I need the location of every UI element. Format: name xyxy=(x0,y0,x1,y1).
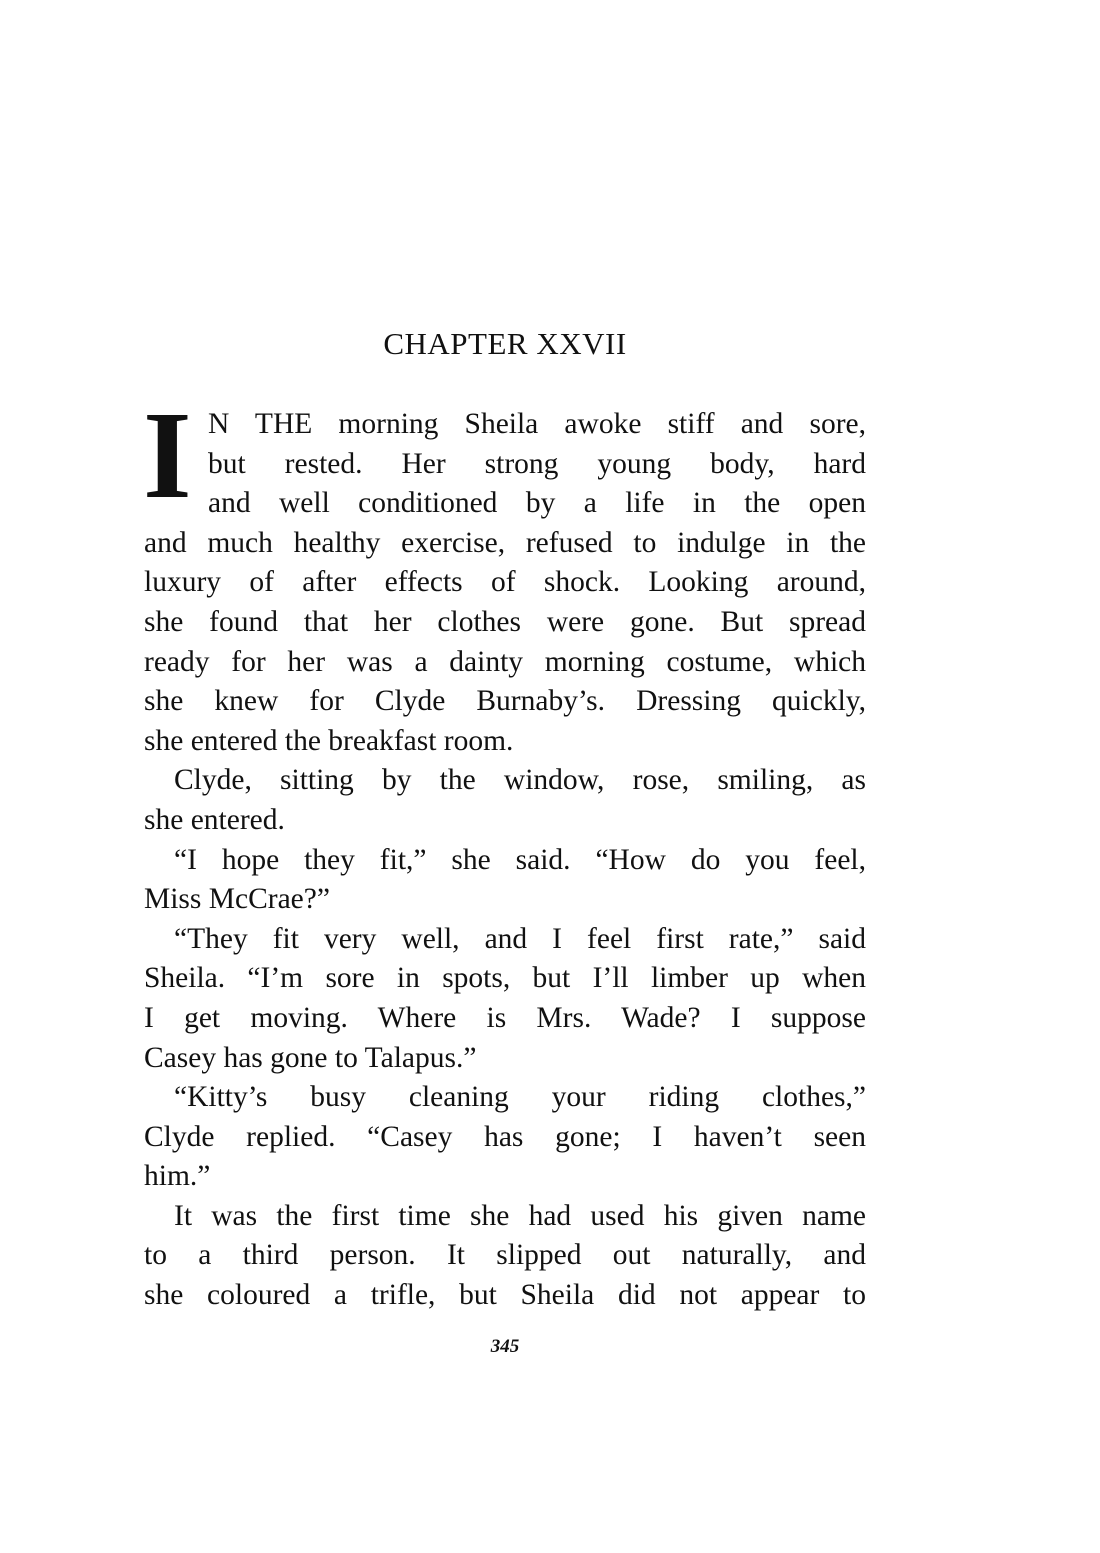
text-line: ready for her was a dainty morning costume, which xyxy=(144,645,866,678)
page-number: 345 xyxy=(490,1336,520,1357)
text-line: and much healthy exercise, refused to indulge in the xyxy=(144,526,866,559)
text-line: but rested. Her strong young body, hard xyxy=(208,447,866,480)
text-line: It was the first time she had used his given name xyxy=(174,1199,866,1232)
text-line: she coloured a trifle, but Sheila did not appear to xyxy=(144,1279,866,1312)
text-line: I get moving. Where is Mrs. Wade? I suppose xyxy=(144,1001,866,1034)
text-line: him.” xyxy=(144,1160,211,1193)
text-line: she entered the breakfast room. xyxy=(144,724,514,757)
text-line: Sheila. “I’m sore in spots, but I’ll limber up when xyxy=(144,962,866,995)
text-line: “Kitty’s busy cleaning your riding clothes,” xyxy=(174,1081,866,1114)
text-line: luxury of after effects of shock. Looking around, xyxy=(144,566,866,599)
body-text xyxy=(143,387,866,1316)
text-line: to a third person. It slipped out naturally, and xyxy=(144,1239,866,1272)
text-line: “I hope they fit,” she said. “How do you feel, xyxy=(174,843,866,876)
text-line: Clyde replied. “Casey has gone; I haven’t seen xyxy=(144,1120,866,1153)
drop-cap: I xyxy=(143,387,192,525)
text-line: Miss McCrae?” xyxy=(144,883,330,916)
text-line: and well conditioned by a life in the open xyxy=(208,487,866,520)
text-line: she entered. xyxy=(144,803,285,836)
text-line: Clyde, sitting by the window, rose, smiling, as xyxy=(174,764,866,797)
text-line: she knew for Clyde Burnaby’s. Dressing quickly, xyxy=(144,685,866,718)
text-line: Casey has gone to Talapus.” xyxy=(144,1041,477,1074)
chapter-heading: CHAPTER XXVII xyxy=(383,326,627,361)
text-line: N THE morning Sheila awoke stiff and sore, xyxy=(208,408,866,440)
text-line: “They fit very well, and I feel first rate,” said xyxy=(174,922,866,955)
text-line: she found that her clothes were gone. But spread xyxy=(144,605,866,638)
